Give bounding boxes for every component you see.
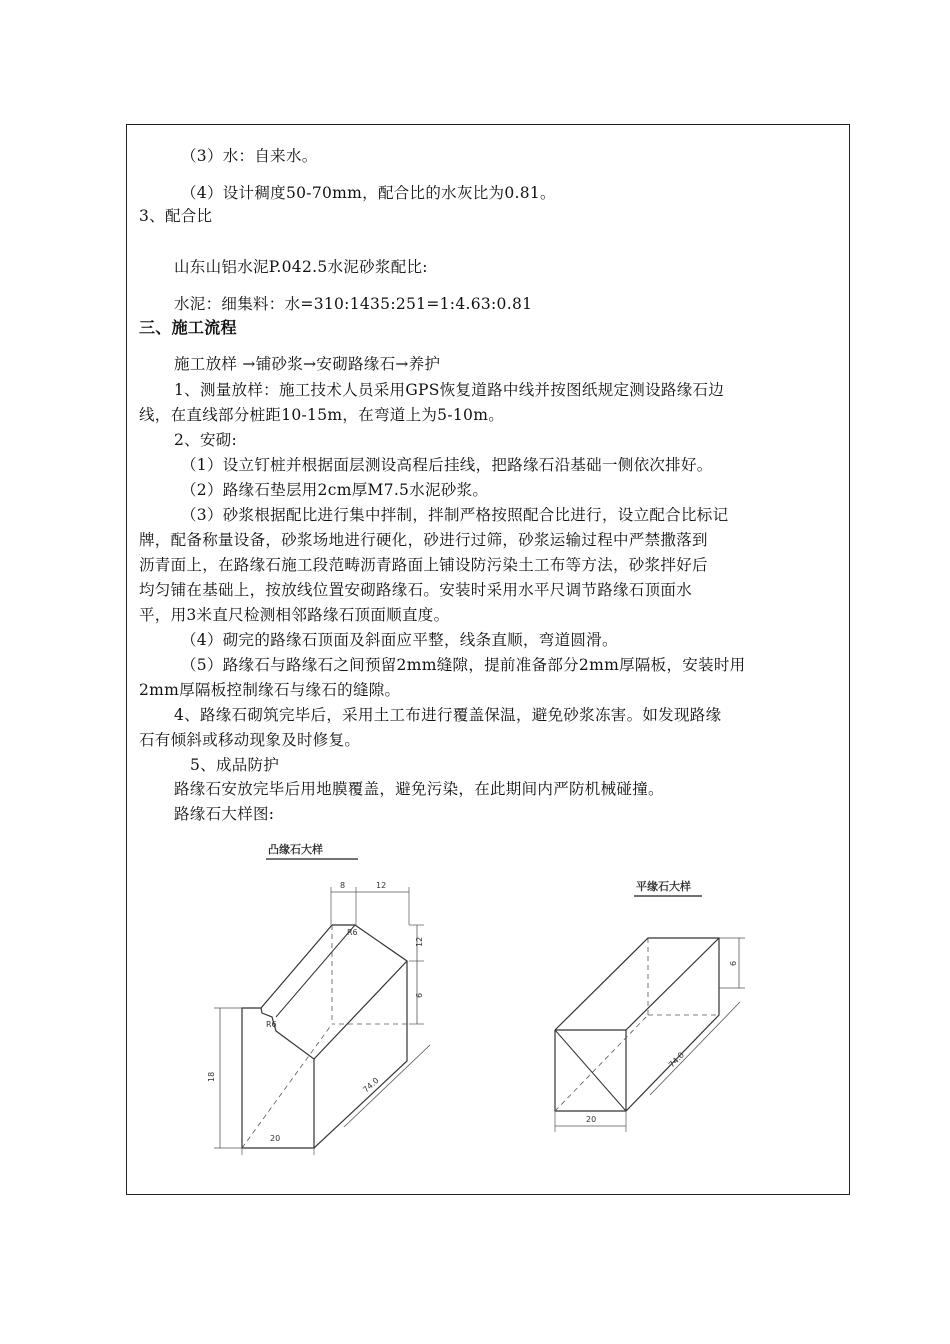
dim-label: 20 xyxy=(586,1115,597,1124)
text-line: 2、安砌: xyxy=(174,431,238,449)
text-line: 石有倾斜或移动现象及时修复。 xyxy=(139,731,361,749)
dim-label: 6 xyxy=(415,992,424,998)
text-line: （2）路缘石垫层用2cm厚M7.5水泥砂浆。 xyxy=(181,481,489,499)
radius-label: R6 xyxy=(347,928,358,937)
text-line: （4）设计稠度50-70mm，配合比的水灰比为0.81。 xyxy=(181,184,556,202)
text-line: 3、配合比 xyxy=(139,207,213,225)
dim-label: 12 xyxy=(376,881,387,890)
text-line: 线，在直线部分桩距10-15m，在弯道上为5-10m。 xyxy=(139,406,505,424)
section-heading: 三、施工流程 xyxy=(139,318,237,337)
dim-label: 6 xyxy=(729,960,738,966)
dim-label: 12 xyxy=(415,936,424,947)
radius-label: R6 xyxy=(266,1020,277,1029)
figure-title: 凸缘石大样 xyxy=(268,843,323,856)
text-line: 2mm厚隔板控制缘石与缘石的缝隙。 xyxy=(139,681,401,699)
text-line: （4）砌完的路缘石顶面及斜面应平整，线条直顺，弯道圆滑。 xyxy=(181,631,618,649)
dim-label: 74.0 xyxy=(667,1050,687,1070)
dim-label: 20 xyxy=(270,1134,281,1143)
text-line: 4、路缘石砌筑完毕后，采用土工布进行覆盖保温，避免砂浆冻害。如发现路缘 xyxy=(174,706,722,724)
text-line: 水泥：细集料：水=310:1435:251=1:4.63:0.81 xyxy=(174,295,533,313)
text-line: （1）设立钉桩并根据面层测设高程后挂线，把路缘石沿基础一侧依次排好。 xyxy=(181,456,713,474)
text-line: 平，用3米直尺检测相邻路缘石顶面顺直度。 xyxy=(139,606,450,624)
dim-label: 8 xyxy=(340,881,346,890)
text-line: 沥青面上，在路缘石施工段范畴沥青路面上铺设防污染土工布等方法，砂浆拌好后 xyxy=(139,556,708,574)
text-line: （3）水：自来水。 xyxy=(181,147,318,165)
text-line: （3）砂浆根据配比进行集中拌制，拌制严格按照配合比进行，设立配合比标记 xyxy=(181,506,729,524)
text-line: 均匀铺在基础上，按放线位置安砌路缘石。安装时采用水平尺调节路缘石顶面水 xyxy=(139,581,693,599)
text-line: 山东山铝水泥P.042.5水泥砂浆配比: xyxy=(174,258,428,276)
text-line: 牌，配备称量设备，砂浆场地进行硬化，砂进行过筛，砂浆运输过程中严禁撒落到 xyxy=(139,531,708,549)
dim-label: 18 xyxy=(207,1071,216,1082)
text-line: 路缘石大样图: xyxy=(174,805,275,823)
text-line: 1、测量放样：施工技术人员采用GPS恢复道路中线并按图纸规定测设路缘石边 xyxy=(174,381,725,399)
text-line: 5、成品防护 xyxy=(190,756,280,774)
text-line: （5）路缘石与路缘石之间预留2mm缝隙，提前准备部分2mm厚隔板，安装时用 xyxy=(181,656,746,674)
text-line: 施工放样 →铺砂浆→安砌路缘石→养护 xyxy=(174,355,441,373)
flat-curb-drawing xyxy=(540,870,760,1140)
raised-curb-drawing xyxy=(200,835,440,1155)
text-line: 路缘石安放完毕后用地膜覆盖，避免污染，在此期间内严防机械碰撞。 xyxy=(174,780,664,798)
figure-title: 平缘石大样 xyxy=(636,880,691,893)
dim-label: 74.0 xyxy=(361,1075,381,1095)
